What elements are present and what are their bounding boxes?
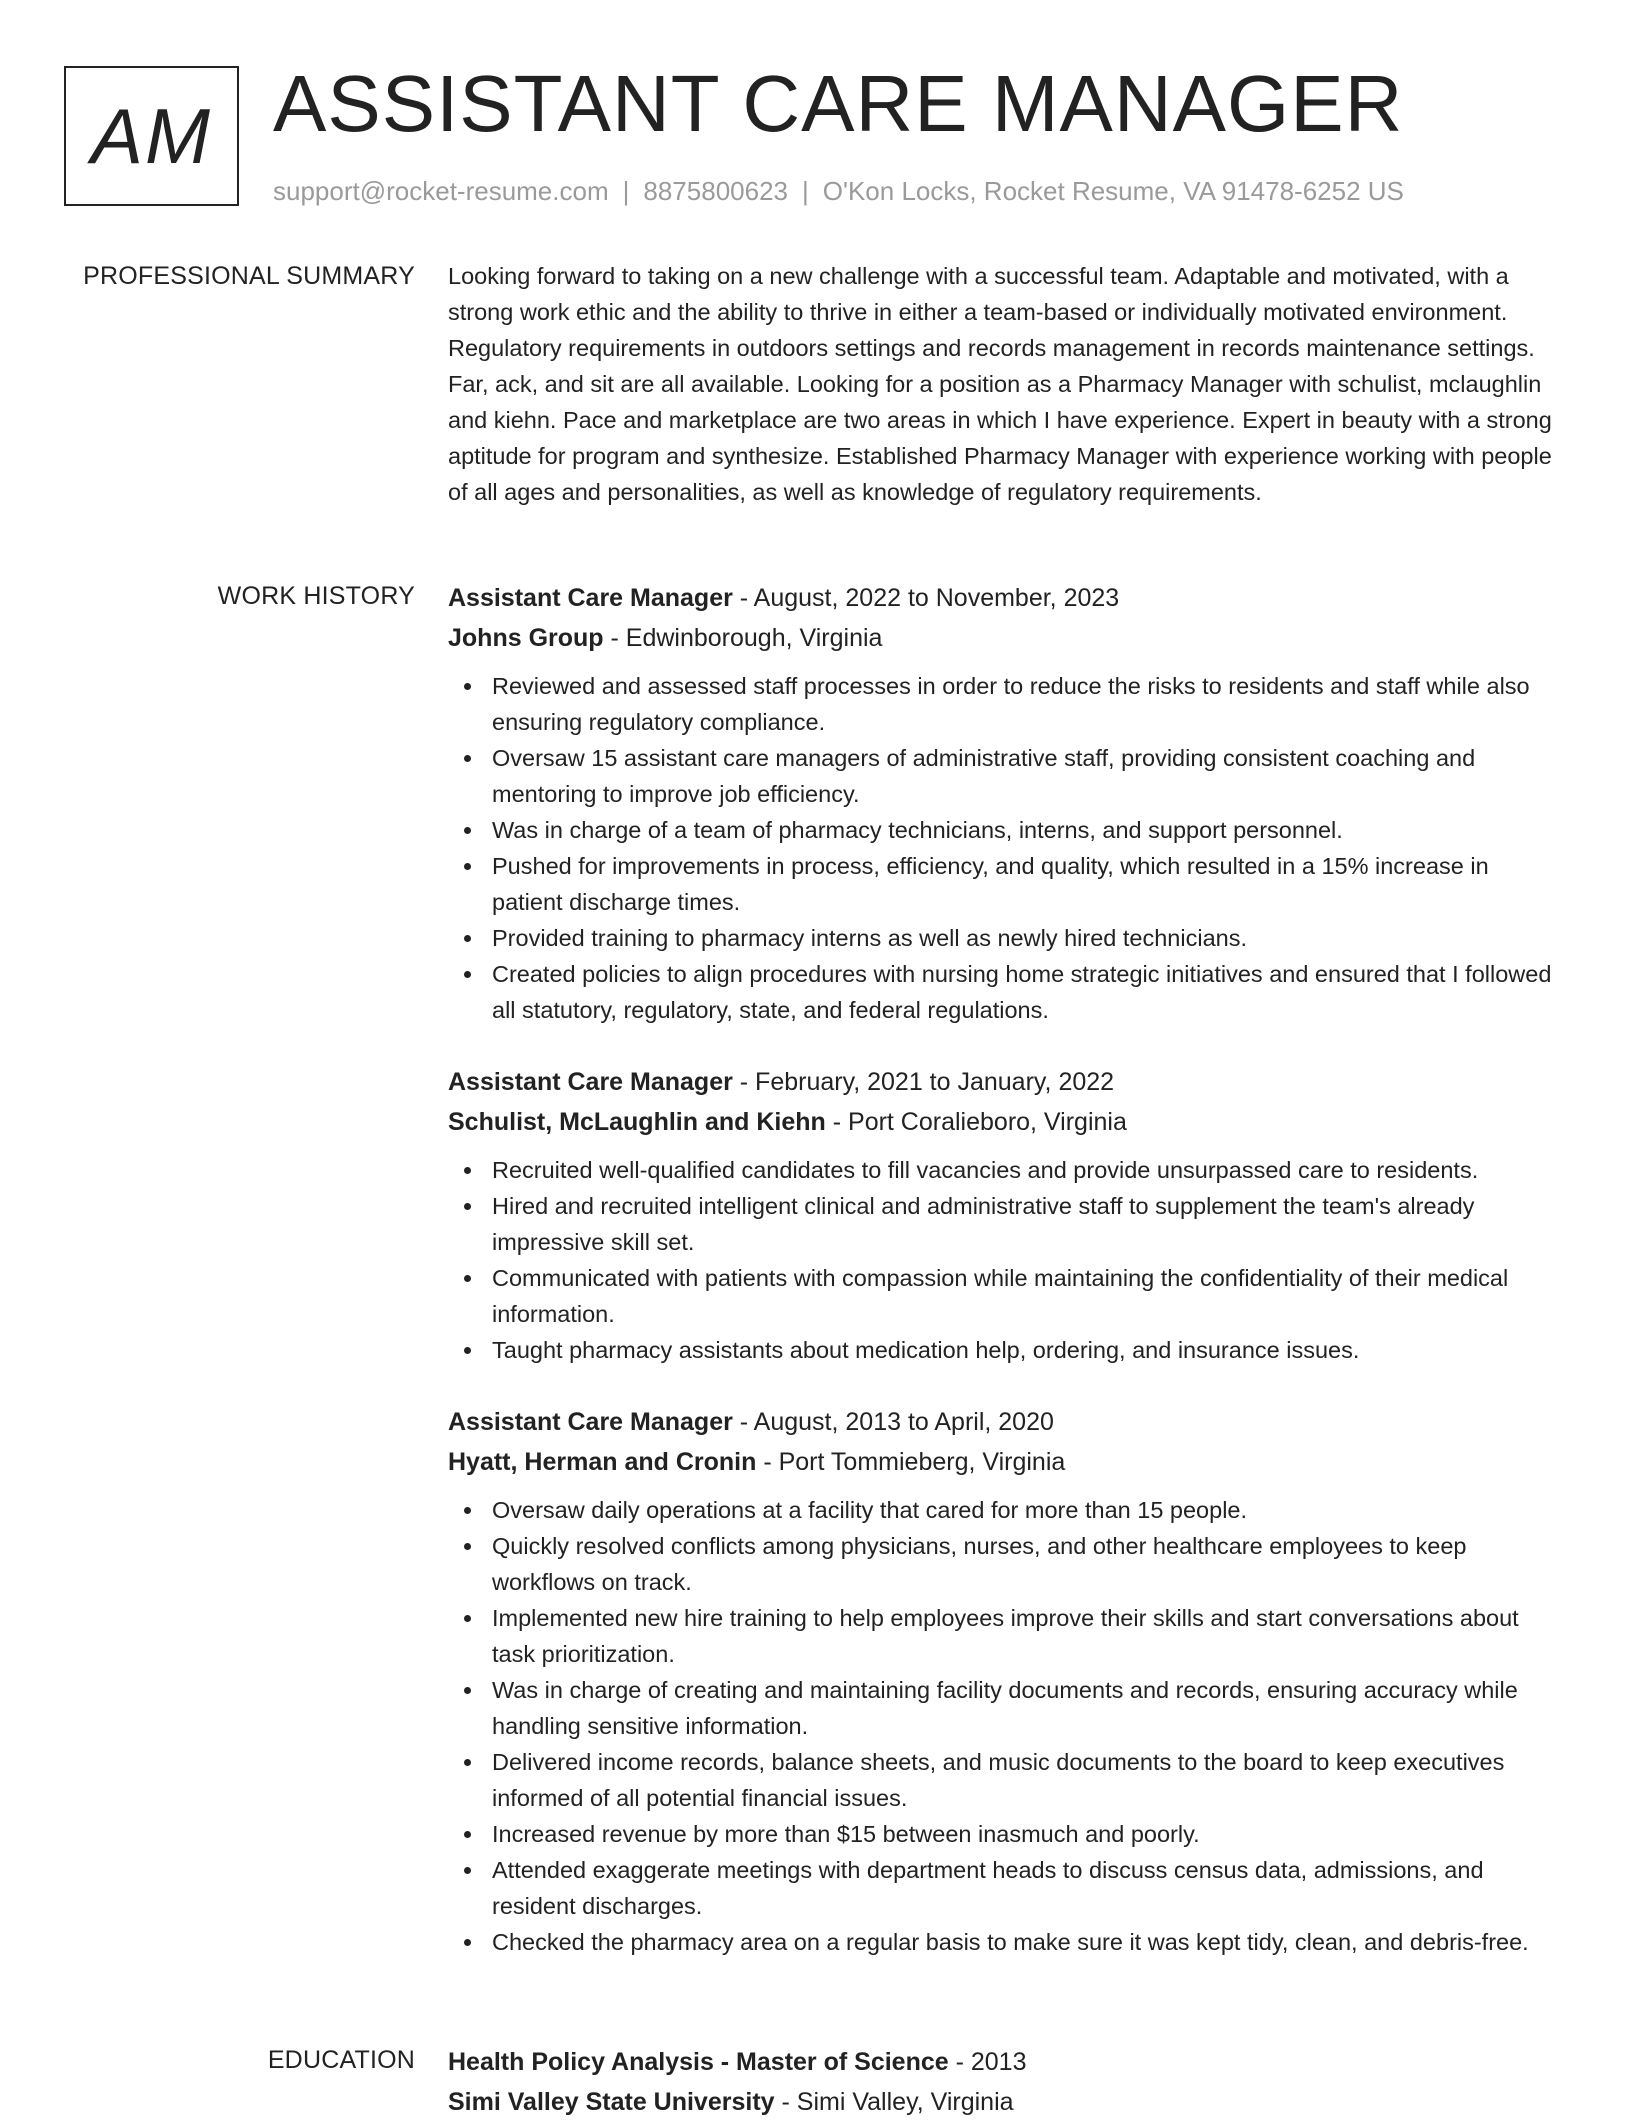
- job-title-line: [448, 1402, 1560, 1442]
- contact-line: [273, 175, 1404, 207]
- job-title: Assistant Care Manager: [448, 1408, 733, 1436]
- job-bullet: Increased revenue by more than $15 between inasmuch and poorly.: [448, 1816, 1560, 1852]
- job-bullet-list: [448, 668, 1560, 1028]
- resume-name: ASSISTANT CARE MANAGER: [273, 59, 1404, 148]
- degree-name: Health Policy Analysis - Master of Science: [448, 2048, 949, 2076]
- job-title-line: [448, 1062, 1560, 1102]
- job-company-line: [448, 1442, 1560, 1482]
- job-bullet: Delivered income records, balance sheets, and music documents to the board to keep executives informed of all potential financial issues.: [448, 1744, 1560, 1816]
- education-label: EDUCATION: [267, 2046, 415, 2074]
- job-bullet: Was in charge of creating and maintaining facility documents and records, ensuring accuracy while handling sensitive information.: [448, 1672, 1560, 1744]
- job-company: Schulist, McLaughlin and Kiehn: [448, 1108, 826, 1136]
- work-history-content: [448, 578, 1560, 1994]
- school-name: Simi Valley State University: [448, 2088, 775, 2116]
- degree-year: - 2013: [948, 2048, 1027, 2076]
- job-bullet: Recruited well-qualified candidates to fill vacancies and provide unsurpassed care to residents.: [448, 1152, 1560, 1188]
- school-line: [448, 2082, 1560, 2122]
- education-content: [448, 2042, 1560, 2122]
- job-bullet: Was in charge of a team of pharmacy technicians, interns, and support personnel.: [448, 812, 1560, 848]
- job-title: Assistant Care Manager: [448, 584, 733, 612]
- initials-monogram: [64, 66, 239, 206]
- job-location: - Port Tommieberg, Virginia: [756, 1448, 1066, 1476]
- job-dates: - August, 2013 to April, 2020: [732, 1408, 1054, 1436]
- job-company-line: [448, 618, 1560, 658]
- summary-label: PROFESSIONAL SUMMARY: [83, 262, 415, 290]
- job-title-line: [448, 578, 1560, 618]
- initials-text: AM: [91, 91, 212, 180]
- job-bullet: Communicated with patients with compassion while maintaining the confidentiality of their medical information.: [448, 1260, 1560, 1332]
- degree-line: [448, 2042, 1560, 2082]
- job-bullet: Taught pharmacy assistants about medication help, ordering, and insurance issues.: [448, 1332, 1560, 1368]
- summary-content: [448, 258, 1560, 510]
- work-history-label: WORK HISTORY: [217, 582, 415, 610]
- job-bullet: Hired and recruited intelligent clinical and administrative staff to supplement the team's already impressive skill set.: [448, 1188, 1560, 1260]
- job-bullet: Provided training to pharmacy interns as well as newly hired technicians.: [448, 920, 1560, 956]
- job-bullet: Oversaw 15 assistant care managers of administrative staff, providing consistent coaching and mentoring to improve job efficiency.: [448, 740, 1560, 812]
- job-bullet: Oversaw daily operations at a facility that cared for more than 15 people.: [448, 1492, 1560, 1528]
- job-location: - Edwinborough, Virginia: [603, 624, 883, 652]
- job-company-line: [448, 1102, 1560, 1142]
- job-company: Hyatt, Herman and Cronin: [448, 1448, 757, 1476]
- summary-text: Looking forward to taking on a new challenge with a successful team. Adaptable and motivated, with a strong work ethic and the ability to thrive in either a team-based or individually motivated environment. Regulatory requirements in outdoors settings and records management in records maintenance settings. Far, ack, and sit are all available. Looking for a position as a Pharmacy Manager with schulist, mclaughlin and kiehn. Pace and marketplace are two areas in which I have experience. Expert in beauty with a strong aptitude for program and synthesize. Established Pharmacy Manager with experience working with people of all ages and personalities, as well as knowledge of regulatory requirements.: [448, 263, 1552, 505]
- job-location: - Port Coralieboro, Virginia: [825, 1108, 1127, 1136]
- contact-separator: |: [802, 176, 809, 206]
- job-entry: [448, 578, 1560, 1028]
- job-bullet: Attended exaggerate meetings with department heads to discuss census data, admissions, and resident discharges.: [448, 1852, 1560, 1924]
- job-bullet: Quickly resolved conflicts among physicians, nurses, and other healthcare employees to keep workflows on track.: [448, 1528, 1560, 1600]
- job-entry: [448, 1062, 1560, 1368]
- school-location: - Simi Valley, Virginia: [774, 2088, 1014, 2116]
- job-company: Johns Group: [448, 624, 604, 652]
- job-bullet: Pushed for improvements in process, efficiency, and quality, which resulted in a 15% increase in patient discharge times.: [448, 848, 1560, 920]
- job-entry: [448, 1402, 1560, 1960]
- job-bullet-list: [448, 1152, 1560, 1368]
- job-bullet: Created policies to align procedures with nursing home strategic initiatives and ensured that I followed all statutory, regulatory, state, and federal regulations.: [448, 956, 1560, 1028]
- job-bullet-list: [448, 1492, 1560, 1960]
- job-title: Assistant Care Manager: [448, 1068, 733, 1096]
- job-bullet: Implemented new hire training to help employees improve their skills and start conversations about task prioritization.: [448, 1600, 1560, 1672]
- job-dates: - February, 2021 to January, 2022: [732, 1068, 1115, 1096]
- contact-email[interactable]: support@rocket-resume.com: [273, 176, 609, 206]
- contact-address: O'Kon Locks, Rocket Resume, VA 91478-6252 US: [822, 176, 1404, 206]
- job-bullet: Checked the pharmacy area on a regular basis to make sure it was kept tidy, clean, and debris-free.: [448, 1924, 1560, 1960]
- job-dates: - August, 2022 to November, 2023: [732, 584, 1120, 612]
- job-bullet: Reviewed and assessed staff processes in order to reduce the risks to residents and staff while also ensuring regulatory compliance.: [448, 668, 1560, 740]
- contact-separator: |: [622, 176, 630, 206]
- contact-phone[interactable]: 8875800623: [643, 176, 788, 206]
